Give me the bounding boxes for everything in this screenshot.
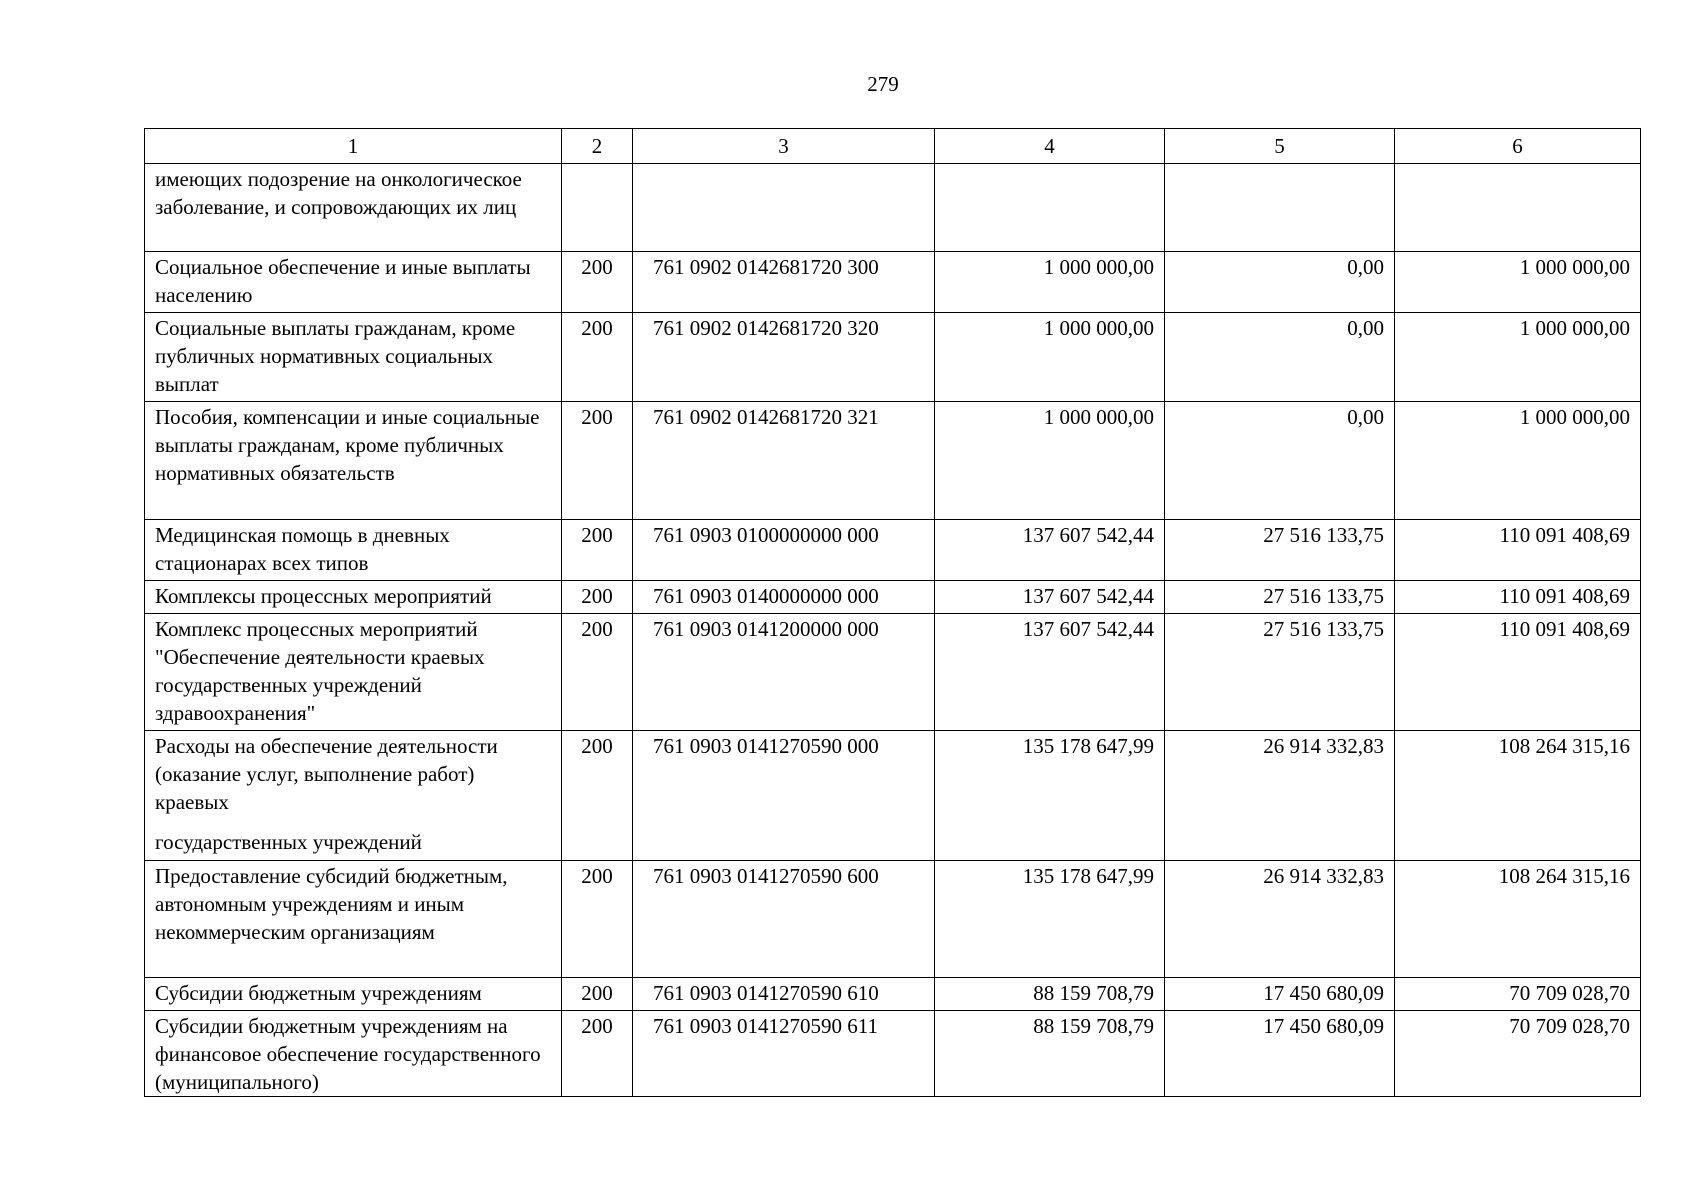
table-row [145, 861, 1641, 978]
row-value-6 [1395, 164, 1641, 252]
table-row [145, 978, 1641, 1011]
row-value-5: 0,00 [1165, 402, 1395, 520]
row-value-6: 70 709 028,70 [1395, 1011, 1641, 1097]
row-col2: 200 [562, 252, 633, 313]
row-value-6: 70 709 028,70 [1395, 978, 1641, 1011]
row-col2: 200 [562, 1011, 633, 1097]
row-col2: 200 [562, 614, 633, 731]
row-name: Комплексы процессных мероприятий [145, 581, 562, 614]
row-col2 [562, 164, 633, 252]
row-value-4: 1 000 000,00 [935, 402, 1165, 520]
row-value-4: 1 000 000,00 [935, 252, 1165, 313]
row-name [145, 731, 562, 861]
row-value-4: 137 607 542,44 [935, 614, 1165, 731]
row-col2: 200 [562, 402, 633, 520]
table-row [145, 164, 1641, 252]
column-header-1: 1 [145, 129, 562, 164]
row-name: имеющих подозрение на онкологическое заболевание, и сопровождающих их лиц [145, 164, 562, 252]
row-name: Комплекс процессных мероприятий "Обеспечение деятельности краевых государственных учреждений здравоохранения" [145, 614, 562, 731]
column-header-2: 2 [562, 129, 633, 164]
row-code [633, 164, 935, 252]
column-header-4: 4 [935, 129, 1165, 164]
row-value-5 [1165, 164, 1395, 252]
row-code: 761 0903 0141200000 000 [633, 614, 935, 731]
row-col2: 200 [562, 978, 633, 1011]
row-value-6: 1 000 000,00 [1395, 252, 1641, 313]
row-value-6: 110 091 408,69 [1395, 614, 1641, 731]
row-value-4 [935, 164, 1165, 252]
row-value-5: 26 914 332,83 [1165, 861, 1395, 978]
row-value-4: 88 159 708,79 [935, 1011, 1165, 1097]
row-code: 761 0903 0141270590 600 [633, 861, 935, 978]
row-value-5: 0,00 [1165, 252, 1395, 313]
row-value-6: 108 264 315,16 [1395, 861, 1641, 978]
page-number: 279 [867, 72, 899, 96]
row-value-4: 1 000 000,00 [935, 313, 1165, 402]
row-name: Социальное обеспечение и иные выплаты населению [145, 252, 562, 313]
table-row [145, 402, 1641, 520]
row-name-part-2: государственных учреждений [155, 830, 422, 854]
row-name: Субсидии бюджетным учреждениям на финансовое обеспечение государственного (муниципального) [145, 1011, 562, 1097]
header-row [145, 129, 1641, 164]
column-header-3: 3 [633, 129, 935, 164]
row-code: 761 0903 0141270590 611 [633, 1011, 935, 1097]
row-value-6: 1 000 000,00 [1395, 313, 1641, 402]
table-row [145, 731, 1641, 861]
row-name-part-1: Расходы на обеспечение деятельности (оказание услуг, выполнение работ) краевых [155, 734, 498, 814]
column-header-5: 5 [1165, 129, 1395, 164]
row-col2: 200 [562, 313, 633, 402]
row-name: Пособия, компенсации и иные социальные выплаты гражданам, кроме публичных нормативных обязательств [145, 402, 562, 520]
budget-table [144, 128, 1641, 1097]
row-name: Субсидии бюджетным учреждениям [145, 978, 562, 1011]
row-value-4: 135 178 647,99 [935, 731, 1165, 861]
row-code: 761 0903 0100000000 000 [633, 520, 935, 581]
row-code: 761 0902 0142681720 320 [633, 313, 935, 402]
row-col2: 200 [562, 520, 633, 581]
column-header-6: 6 [1395, 129, 1641, 164]
row-value-5: 0,00 [1165, 313, 1395, 402]
table-row [145, 313, 1641, 402]
row-value-6: 110 091 408,69 [1395, 581, 1641, 614]
row-code: 761 0903 0141270590 610 [633, 978, 935, 1011]
row-value-4: 88 159 708,79 [935, 978, 1165, 1011]
row-value-4: 135 178 647,99 [935, 861, 1165, 978]
table-row [145, 252, 1641, 313]
row-col2: 200 [562, 581, 633, 614]
row-value-4: 137 607 542,44 [935, 520, 1165, 581]
row-value-5: 27 516 133,75 [1165, 614, 1395, 731]
row-name: Социальные выплаты гражданам, кроме публичных нормативных социальных выплат [145, 313, 562, 402]
row-value-6: 1 000 000,00 [1395, 402, 1641, 520]
row-value-6: 110 091 408,69 [1395, 520, 1641, 581]
table-row [145, 520, 1641, 581]
row-value-5: 17 450 680,09 [1165, 978, 1395, 1011]
row-value-4: 137 607 542,44 [935, 581, 1165, 614]
table-row [145, 1011, 1641, 1097]
row-code: 761 0903 0140000000 000 [633, 581, 935, 614]
row-code: 761 0902 0142681720 300 [633, 252, 935, 313]
row-value-5: 27 516 133,75 [1165, 581, 1395, 614]
row-name: Медицинская помощь в дневных стационарах всех типов [145, 520, 562, 581]
row-col2: 200 [562, 861, 633, 978]
row-code: 761 0903 0141270590 000 [633, 731, 935, 861]
row-value-5: 17 450 680,09 [1165, 1011, 1395, 1097]
row-code: 761 0902 0142681720 321 [633, 402, 935, 520]
row-col2: 200 [562, 731, 633, 861]
row-value-6: 108 264 315,16 [1395, 731, 1641, 861]
table-row [145, 614, 1641, 731]
table-row [145, 581, 1641, 614]
row-value-5: 27 516 133,75 [1165, 520, 1395, 581]
row-value-5: 26 914 332,83 [1165, 731, 1395, 861]
row-name: Предоставление субсидий бюджетным, автономным учреждениям и иным некоммерческим организациям [145, 861, 562, 978]
